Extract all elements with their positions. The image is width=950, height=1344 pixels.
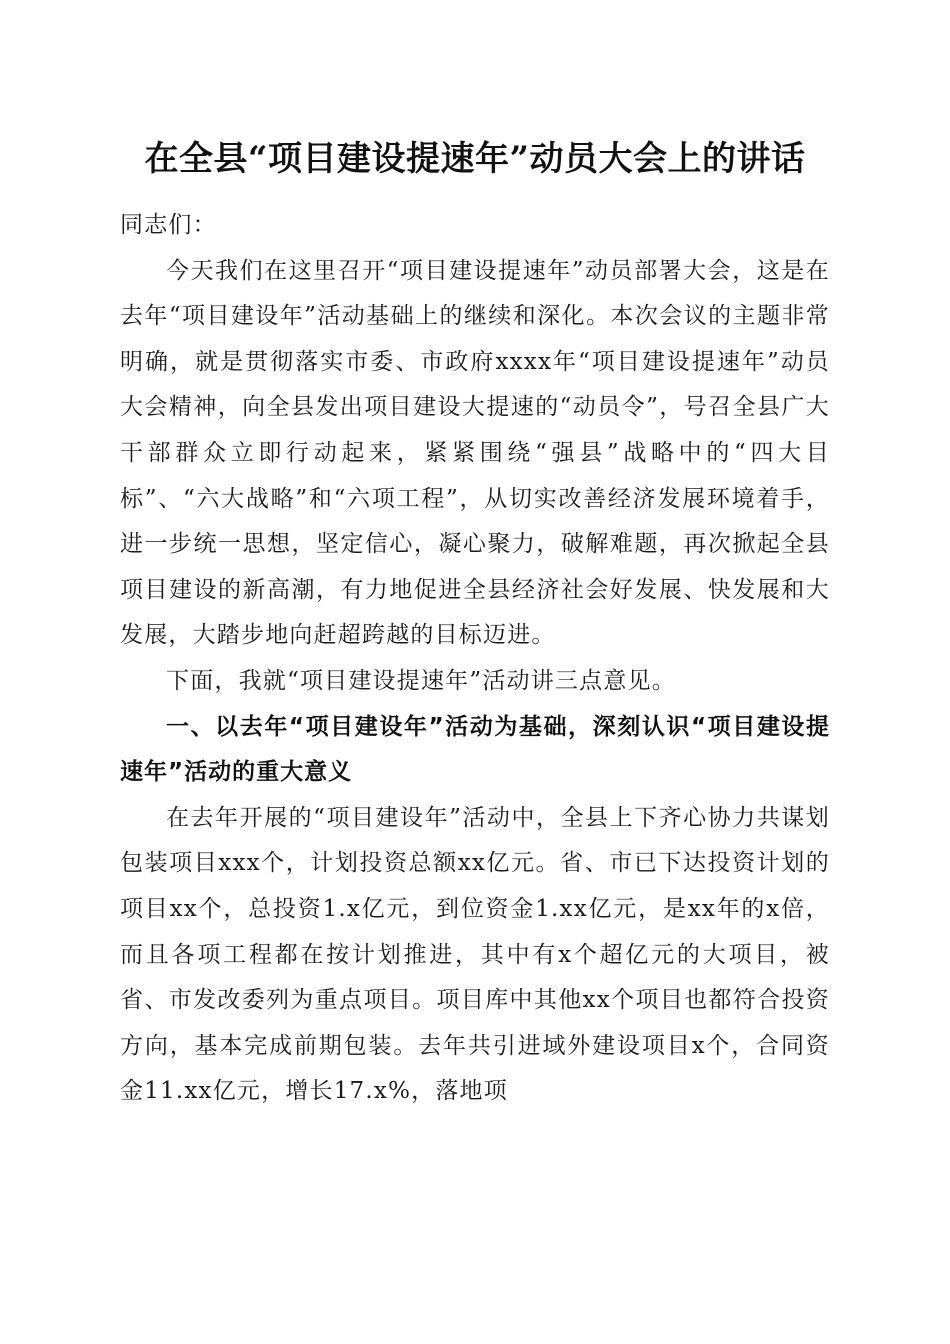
document-title: 在全县“项目建设提速年”动员大会上的讲话 <box>144 139 806 179</box>
section-heading: 一、以去年“项目建设年”活动为基础，深刻认识“项目建设提速年”活动的重大意义 <box>120 713 830 786</box>
paragraph-opening: 今天我们在这里召开“项目建设提速年”动员部署大会，这是在去年“项目建设年”活动基础上的继续和深化。本次会议的主题非常明确，就是贯彻落实市委、市政府xxxx年“项目建设提速年”动员大会精神，向全县发出项目建设大提速的“动员令”，号召全县广大干部群众立即行动起来，紧紧围绕“强县”战略中的“四大目标”、“六大战略”和“六项工程”，从切实改善经济发展环境着手，进一步统一思想，坚定信心，凝心聚力，破解难题，再次掀起全县项目建设的新高潮，有力地促进全县经济社会好发展、快发展和大发展，大踏步地向赶超跨越的目标迈进。 <box>120 257 830 649</box>
document-body <box>120 203 830 1115</box>
paragraph-intro: 下面，我就“项目建设提速年”活动讲三点意见。 <box>166 667 676 694</box>
salutation: 同志们： <box>120 212 217 238</box>
section-paragraph: 在去年开展的“项目建设年”活动中，全县上下齐心协力共谋划包装项目xxx个，计划投资总额xx亿元。省、市已下达投资计划的项目xx个，总投资1.x亿元，到位资金1.xx亿元，是xx年的x倍，而且各项工程都在按计划推进，其中有x个超亿元的大项目，被省、市发改委列为重点项目。项目库中其他xx个项目也都符合投资方向，基本完成前期包装。去年共引进域外建设项目x个，合同资金11.xx亿元，增长17.x%，落地项 <box>120 804 830 1105</box>
